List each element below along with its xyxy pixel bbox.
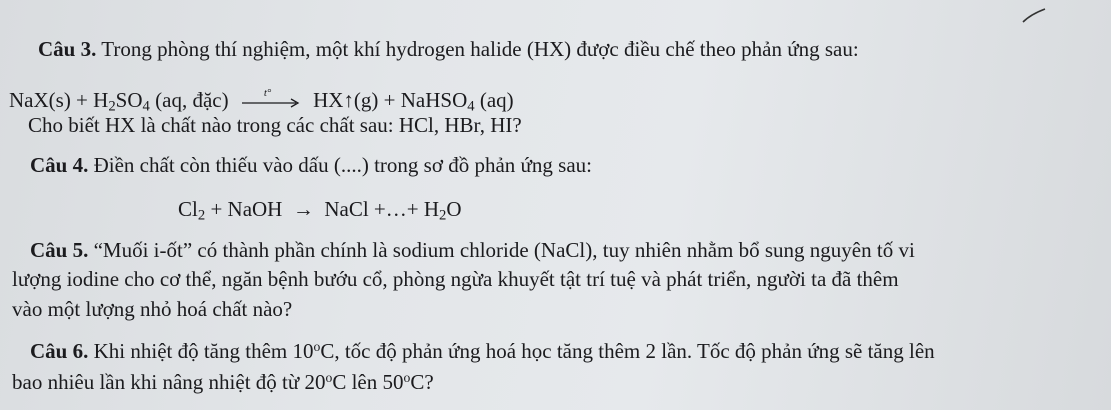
q3-eq-right-end: (aq)	[474, 88, 514, 112]
q4-equation	[178, 196, 462, 222]
q4-eq-a: Cl	[178, 197, 198, 221]
q4-eq-b: + NaOH → NaCl +…+ H	[205, 197, 440, 221]
q3-eq-right-sub: 4	[467, 98, 475, 115]
q6-text-2c: C?	[410, 370, 434, 394]
q5-text-1: “Muối i-ốt” có thành phần chính là sodium chloride (NaCl), tuy nhiên nhằm bổ sung nguyên tố vi	[93, 238, 915, 262]
q3-eq-condition: t°	[263, 87, 272, 100]
pen-mark	[1019, 6, 1049, 26]
q4-heading-line	[30, 152, 592, 178]
q5-line-1	[30, 237, 915, 263]
q3-eq-left-end: (aq, đặc)	[149, 88, 229, 112]
q5-line-3	[12, 296, 292, 322]
q6-label: Câu 6.	[30, 339, 89, 363]
q3-eq-right: HX↑(g) + NaHSO	[313, 88, 468, 112]
q4-eq-a-sub: 2	[197, 207, 206, 224]
q5-text-3: vào một lượng nhỏ hoá chất nào?	[12, 297, 293, 321]
q3-text: Trong phòng thí nghiệm, một khí hydrogen halide (HX) được điều chế theo phản ứng sau:	[101, 37, 859, 61]
q3-heading-line	[38, 36, 859, 62]
q6-sup-2: o	[325, 370, 333, 386]
q4-text: Điền chất còn thiếu vào dấu (....) trong sơ đồ phản ứng sau:	[93, 153, 592, 177]
q3-eq-left-mid: SO	[115, 88, 143, 112]
q3-question-text: Cho biết HX là chất nào trong các chất sau: HCl, HBr, HI?	[28, 113, 522, 137]
q6-text-2a: bao nhiêu lần khi nâng nhiệt độ từ 20	[12, 370, 326, 394]
q6-sup-3: o	[403, 370, 411, 386]
q5-text-2: lượng iodine cho cơ thể, ngăn bệnh bướu cổ, phòng ngừa khuyết tật trí tuệ và phát triển, người ta đã thêm	[12, 267, 899, 291]
q6-text-1b: C, tốc độ phản ứng hoá học tăng thêm 2 lần. Tốc độ phản ứng sẽ tăng lên	[320, 339, 935, 363]
q3-label: Câu 3.	[38, 37, 97, 61]
q3-eq-left: NaX(s) + H	[9, 88, 109, 112]
q6-text-1a: Khi nhiệt độ tăng thêm 10	[93, 339, 314, 363]
q4-eq-b-end: O	[446, 197, 462, 221]
q4-eq-b-sub: 2	[439, 207, 447, 224]
q3-eq-left-sub2: 4	[142, 98, 150, 115]
q3-question	[28, 112, 522, 138]
q6-line-1	[30, 338, 935, 364]
q5-label: Câu 5.	[30, 238, 89, 262]
q6-sup-1: o	[313, 339, 321, 355]
q6-line-2	[12, 369, 434, 395]
reaction-arrow	[240, 87, 302, 112]
q5-line-2	[12, 266, 899, 292]
q4-label: Câu 4.	[30, 153, 89, 177]
q3-eq-left-sub: 2	[108, 98, 116, 115]
q3-equation	[9, 87, 514, 113]
q6-text-2b: C lên 50	[332, 370, 404, 394]
